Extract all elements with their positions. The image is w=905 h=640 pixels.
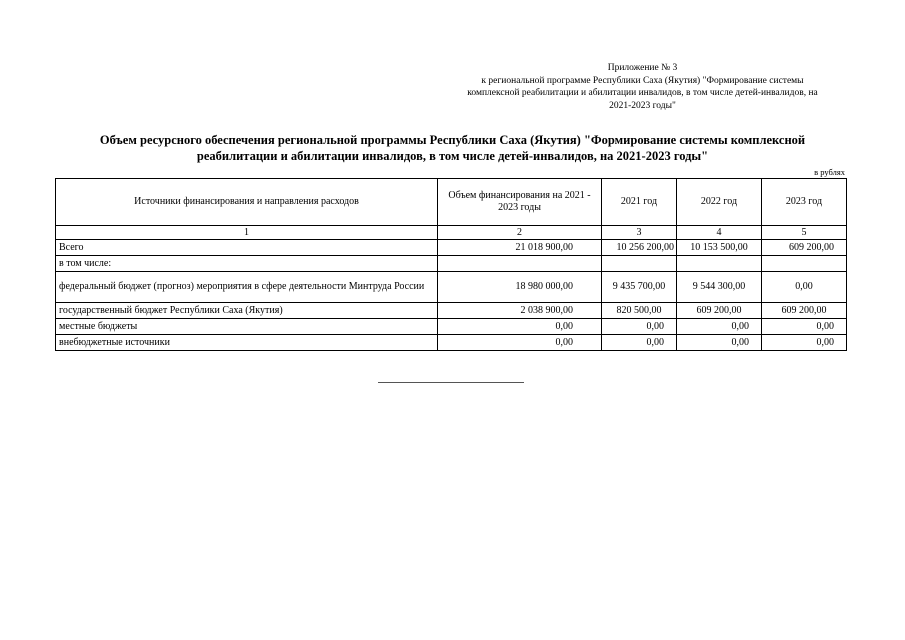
row-label: государственный бюджет Республики Саха (Якутия) [56,303,438,319]
column-header-source: Источники финансирования и направления расходов [56,179,438,226]
row-label: местные бюджеты [56,319,438,335]
cell-2023: 0,00 [762,319,847,335]
units-label: в рублях [814,167,845,177]
cell-2021 [602,256,677,272]
cell-total: 2 038 900,00 [438,303,602,319]
column-number: 1 [56,226,438,240]
cell-2023: 609 200,00 [762,303,847,319]
title-line: реабилитации и абилитации инвалидов, в том числе детей-инвалидов, на 2021-2023 годы" [196,149,709,163]
cell-2023: 0,00 [762,335,847,351]
column-header-2023: 2023 год [762,179,847,226]
title-line: Объем ресурсного обеспечения региональной программы Республики Саха (Якутия) "Формирование системы комплексной [99,133,806,147]
column-number-row [56,226,847,240]
column-number: 3 [602,226,677,240]
cell-2021: 9 435 700,00 [602,272,677,303]
cell-2021: 10 256 200,00 [602,240,677,256]
appendix-line: комплексной реабилитации и абилитации инвалидов, в том числе детей-инвалидов, на [467,88,818,99]
cell-2022 [677,256,762,272]
cell-2023: 0,00 [762,272,847,303]
table-row [56,335,847,351]
cell-total: 21 018 900,00 [438,240,602,256]
cell-total: 0,00 [438,335,602,351]
cell-2023 [762,256,847,272]
cell-2022: 9 544 300,00 [677,272,762,303]
cell-2023: 609 200,00 [762,240,847,256]
appendix-note [440,62,845,112]
table-header-row [56,179,847,226]
financing-table [55,178,847,351]
row-label: Всего [56,240,438,256]
column-header-total: Объем финансирования на 2021 - 2023 годы [438,179,602,226]
appendix-line: Приложение № 3 [607,63,678,73]
row-label: внебюджетные источники [56,335,438,351]
document-title [60,132,845,164]
table-row [56,319,847,335]
cell-total [438,256,602,272]
appendix-line: 2021-2023 годы" [609,100,676,111]
column-number: 5 [762,226,847,240]
cell-2022: 0,00 [677,319,762,335]
row-label: федеральный бюджет (прогноз) мероприятия в сфере деятельности Минтруда России [56,272,438,303]
column-header-2022: 2022 год [677,179,762,226]
cell-2021: 0,00 [602,319,677,335]
table-row [56,240,847,256]
table-row [56,256,847,272]
cell-total: 18 980 000,00 [438,272,602,303]
table-row [56,303,847,319]
cell-2022: 0,00 [677,335,762,351]
column-number: 2 [438,226,602,240]
table-row [56,272,847,303]
column-header-2021: 2021 год [602,179,677,226]
cell-total: 0,00 [438,319,602,335]
cell-2021: 820 500,00 [602,303,677,319]
appendix-line: к региональной программе Республики Саха (Якутия) "Формирование системы [481,75,804,86]
column-number: 4 [677,226,762,240]
separator-line [378,382,524,383]
cell-2022: 609 200,00 [677,303,762,319]
cell-2022: 10 153 500,00 [677,240,762,256]
row-label: в том числе: [56,256,438,272]
cell-2021: 0,00 [602,335,677,351]
